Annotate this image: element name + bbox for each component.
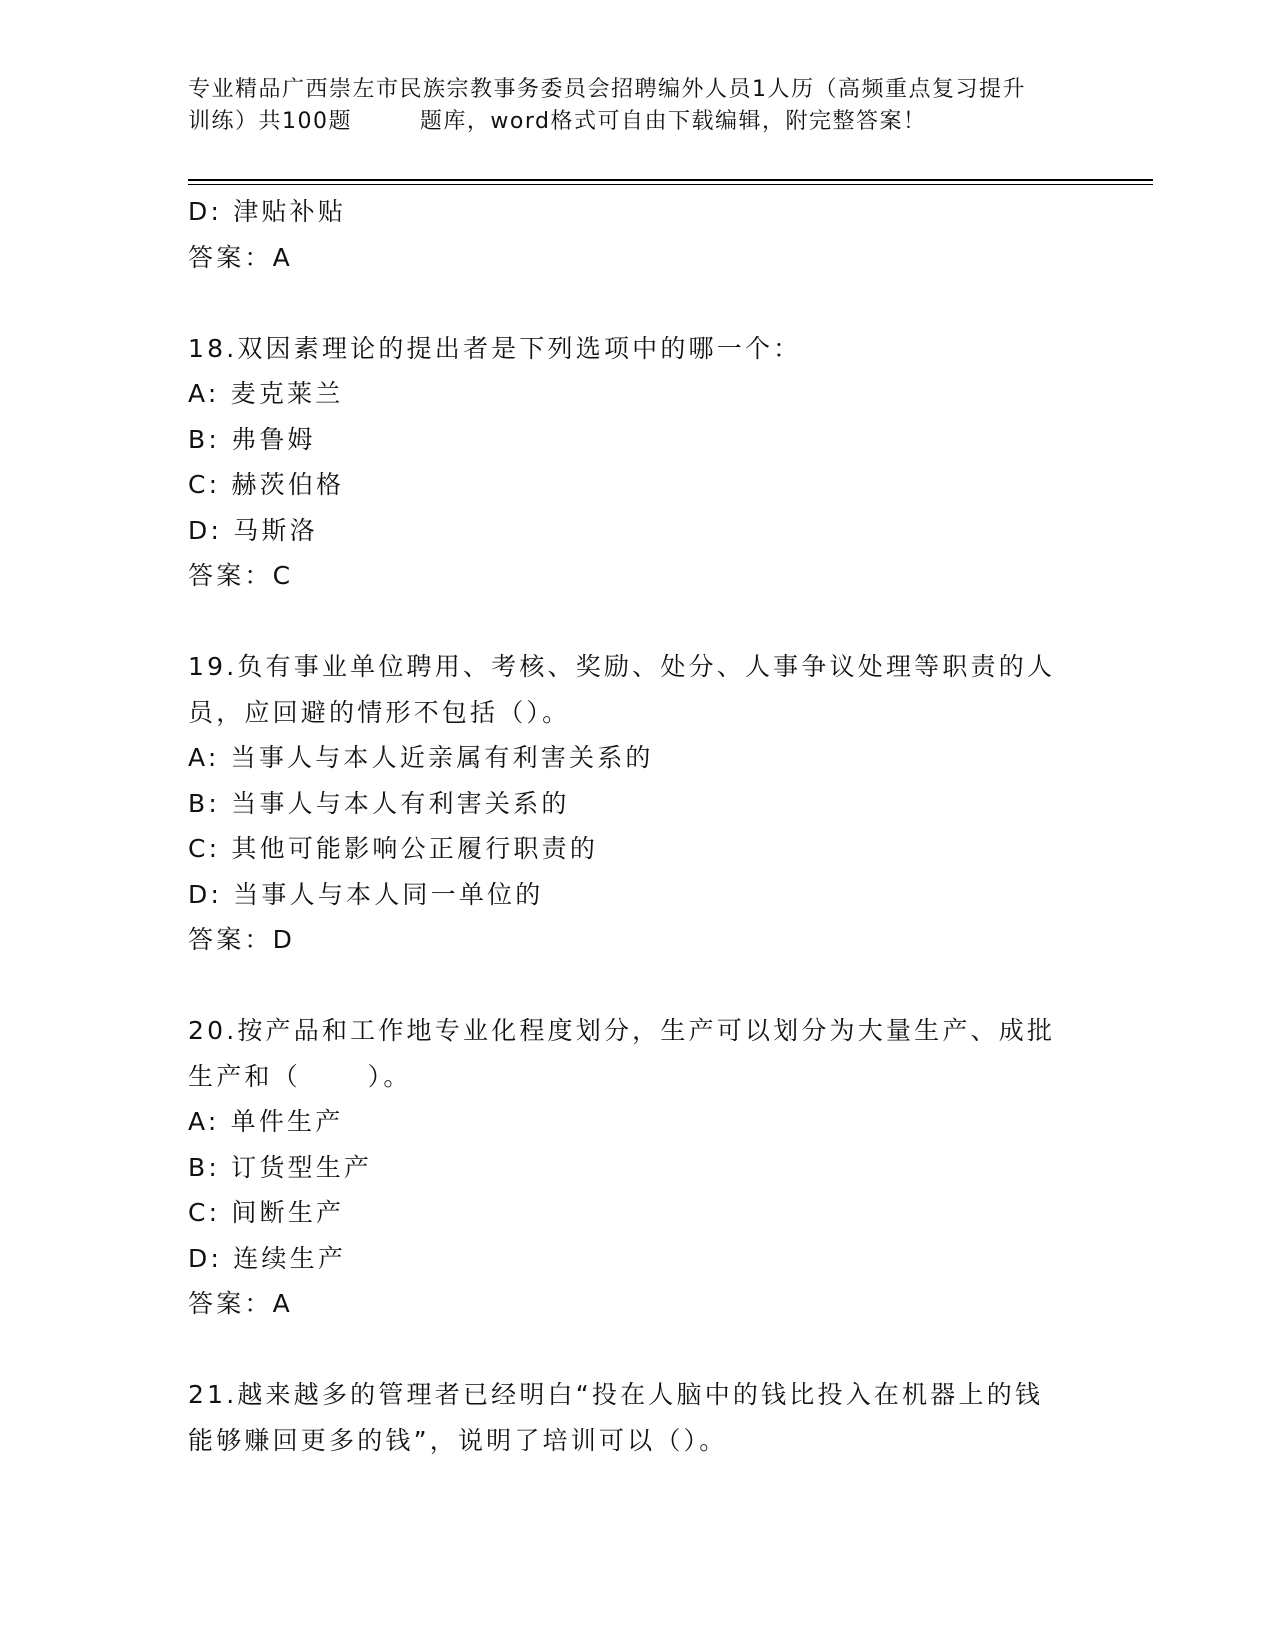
option-c: C: 间断生产 [188,1198,345,1227]
option-d: D: 津贴补贴 [188,197,347,226]
header-divider-thick [188,179,1153,181]
header-divider-thin [188,184,1153,185]
option-d: D: 连续生产 [188,1243,347,1273]
header-title-line-1: 专业精品广西崇左市民族宗教事务委员会招聘编外人员1人历（高频重点复习提升 [188,77,1026,102]
header-title-line-2: 训练）共100题 题库，word格式可自由下载编辑，附完整答案！ [188,109,927,134]
spacer [188,963,1088,1009]
option-d: D: 当事人与本人同一单位的 [188,879,544,909]
question-20 [188,1008,1088,1327]
question-text: 21.越来越多的管理者已经明白“投在人脑中的钱比投入在机器上的钱 [188,1380,1044,1409]
option-a: A: 当事人与本人近亲属有利害关系的 [188,743,654,772]
question-content [188,189,1088,1463]
option-d: D: 马斯洛 [188,515,318,545]
option-c: C: 其他可能影响公正履行职责的 [188,834,599,863]
spacer [188,1327,1088,1373]
answer-line: 答案：A [188,1289,293,1318]
question-text: 18.双因素理论的提出者是下列选项中的哪一个： [188,333,802,363]
question-text: 20.按产品和工作地专业化程度划分，生产可以划分为大量生产、成批 [188,1016,1056,1045]
answer-line: 答案：A [188,242,293,272]
spacer [188,280,1088,326]
question-text-continued: 生产和（ ）。 [188,1061,412,1091]
option-a: A: 单件生产 [188,1107,344,1136]
option-b: B: 订货型生产 [188,1152,373,1182]
question-text-continued: 能够赚回更多的钱”，说明了培训可以（）。 [188,1425,728,1455]
answer-line: 答案：D [188,925,296,954]
option-a: A: 麦克莱兰 [188,379,344,408]
option-c: C: 赫茨伯格 [188,470,345,499]
option-b: B: 当事人与本人有利害关系的 [188,788,570,818]
question-18 [188,326,1088,599]
question-text: 19.负有事业单位聘用、考核、奖励、处分、人事争议处理等职责的人 [188,652,1056,681]
question-text-continued: 员，应回避的情形不包括（）。 [188,697,571,727]
question-21 [188,1372,1088,1463]
question-19 [188,644,1088,963]
answer-line: 答案：C [188,561,294,590]
option-b: B: 弗鲁姆 [188,424,316,454]
document-header [188,74,1088,138]
spacer [188,599,1088,645]
